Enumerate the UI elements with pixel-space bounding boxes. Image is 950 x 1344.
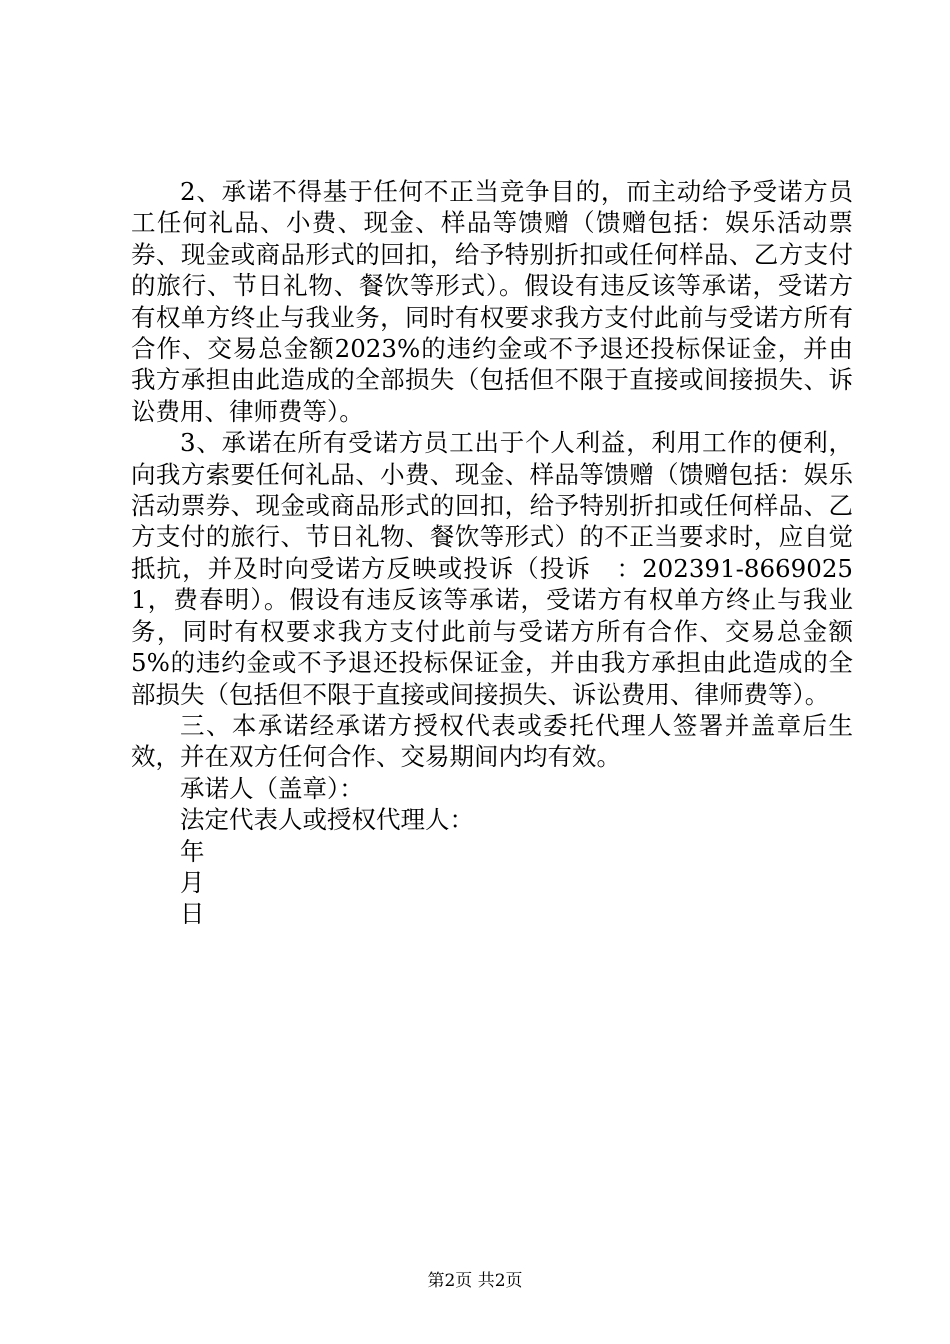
- signature-block: [131, 773, 853, 930]
- paragraph-section-3: 三、本承诺经承诺方授权代表或委托代理人签署并盖章后生效，并在双方任何合作、交易期间内均有效。: [131, 710, 853, 772]
- page-footer: 第2页 共2页: [427, 1271, 523, 1291]
- signatory-seal-label: 承诺人（盖章）：: [180, 773, 364, 803]
- paragraph-clause-3: 3、承诺在所有受诺方员工出于个人利益，利用工作的便利，向我方索要任何礼品、小费、现金、样品等馈赠（馈赠包括：娱乐活动票券、现金或商品形式的回扣，给予特别折扣或任何样品、乙方支付的旅行、节日礼物、餐饮等形式）的不正当要求时，应自觉抵抗，并及时向受诺方反映或投诉（投诉 ：202391-86690251，费春明）。假设有违反该等承诺，受诺方有权单方终止与我业务，同时有权要求我方支付此前与受诺方所有合作、交易总金额5%的违约金或不予退还投标保证金，并由我方承担由此造成的全部损失（包括但不限于直接或间接损失、诉讼费用、律师费等）。: [131, 428, 853, 709]
- date-day-label: 日: [180, 899, 205, 929]
- date-month-label: 月: [180, 867, 205, 897]
- legal-representative-label: 法定代表人或授权代理人：: [180, 805, 474, 835]
- document-body: [131, 176, 853, 930]
- paragraph-clause-2: 2、承诺不得基于任何不正当竞争目的，而主动给予受诺方员工任何礼品、小费、现金、样品等馈赠（馈赠包括：娱乐活动票券、现金或商品形式的回扣，给予特别折扣或任何样品、乙方支付的旅行、节日礼物、餐饮等形式）。假设有违反该等承诺，受诺方有权单方终止与我业务，同时有权要求我方支付此前与受诺方所有合作、交易总金额2023%的违约金或不予退还投标保证金，并由我方承担由此造成的全部损失（包括但不限于直接或间接损失、诉讼费用、律师费等）。: [131, 177, 853, 426]
- date-year-label: 年: [180, 836, 205, 866]
